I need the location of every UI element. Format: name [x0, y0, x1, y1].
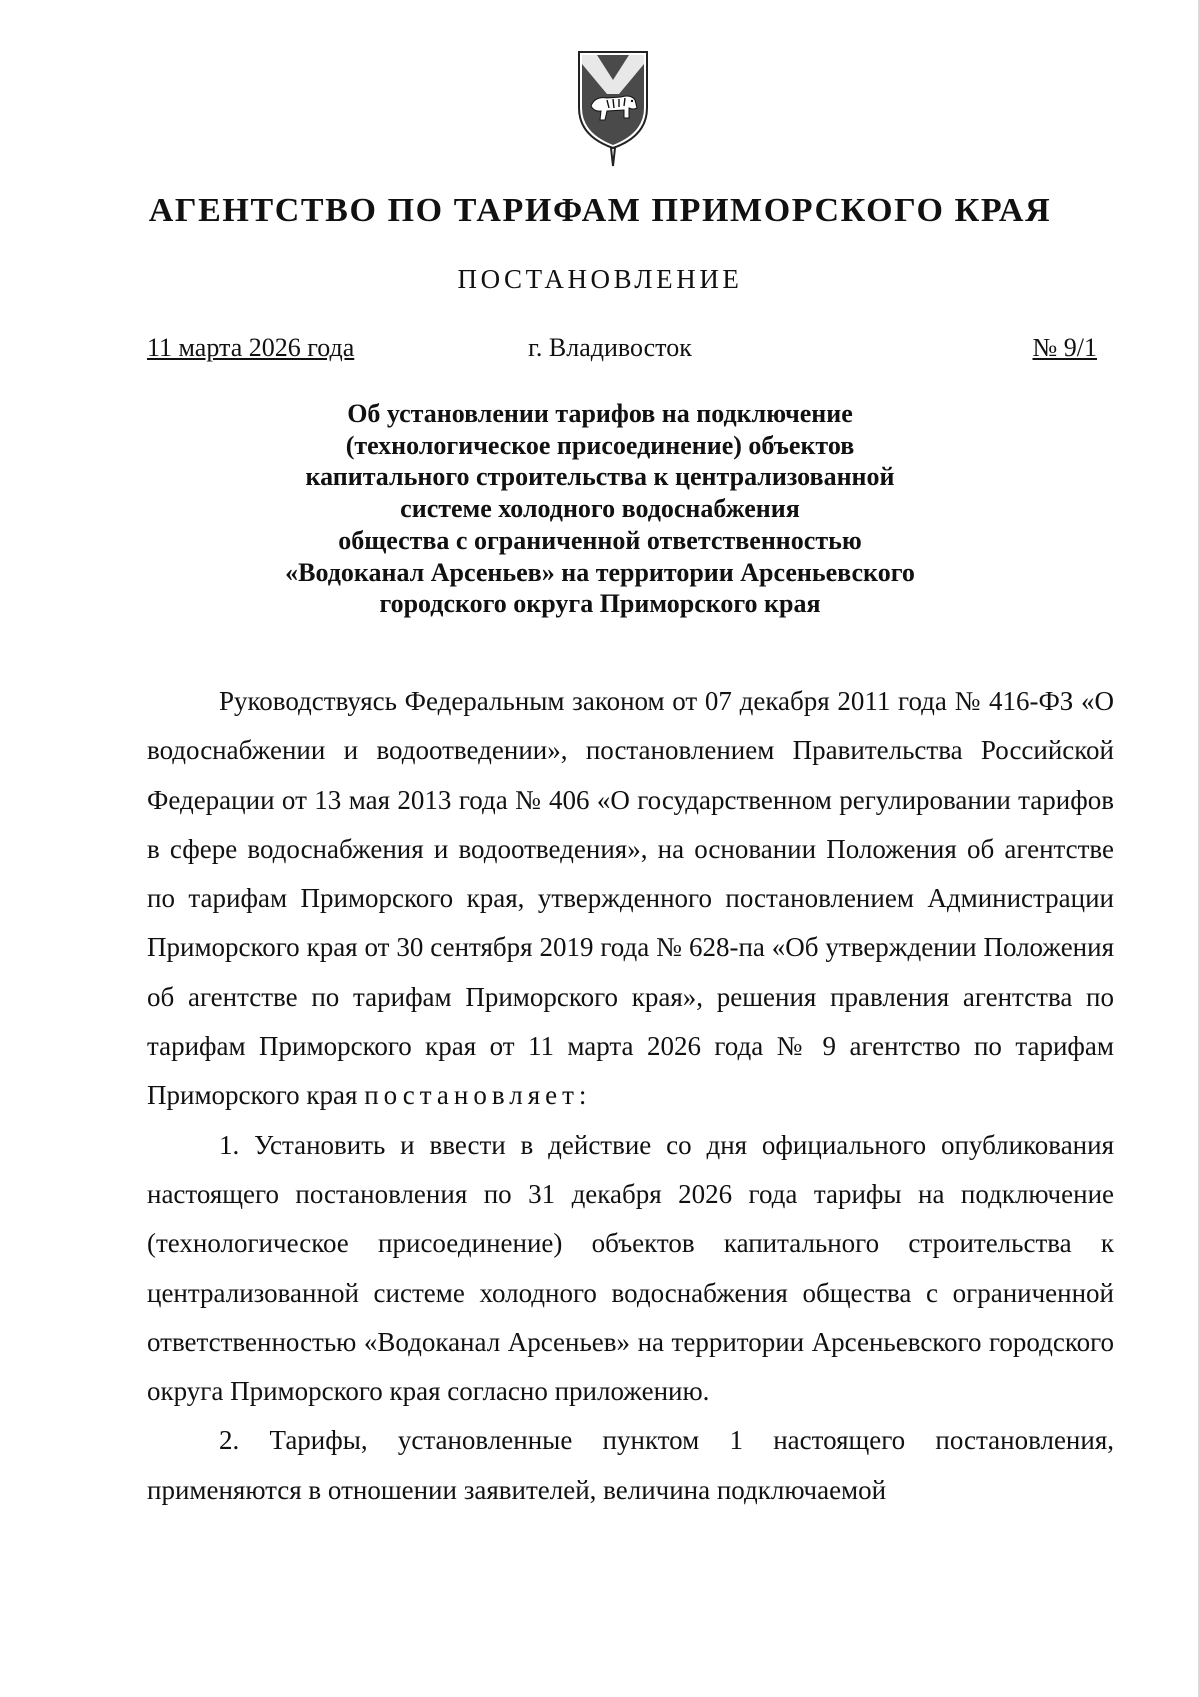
- title-line: городского округа Приморского края: [379, 589, 821, 619]
- resolves-word: постановляет:: [364, 1080, 592, 1111]
- title-line: капитального строительства к централизованной: [305, 462, 895, 492]
- preamble-text: Руководствуясь Федеральным законом от 07 декабря 2011 года № 416-ФЗ «О водоснабжении и водоотведении», постановлением Правительства Российской Федерации от 13 мая 2013 года № 406 «О государственном регулировании тарифов в сфере водоснабжения и водоотведения», на основании Положения об агентстве по тарифам Приморского края, утвержденного постановлением Администрации Приморского края от 30 сентября 2019 года № 628-па «Об утверждении Положения об агентстве по тарифам Приморского края», решения правления агентства по тарифам Приморского края от 11 марта 2026 года № 9 агентство по тарифам Приморского края: [147, 686, 1114, 1111]
- title-line: (технологическое присоединение) объектов: [345, 430, 855, 460]
- document-number: № 9/1: [1032, 333, 1097, 362]
- document-date: 11 марта 2026 года: [147, 333, 355, 362]
- document-city: г. Владивосток: [528, 333, 692, 362]
- item-2-paragraph: 2. Тарифы, установленные пунктом 1 настоящего постановления, применяются в отношении заявителей, величина подключаемой: [147, 1425, 1114, 1505]
- title-line: Об установлении тарифов на подключение: [347, 399, 853, 428]
- title-line: системе холодного водоснабжения: [400, 494, 800, 524]
- document-title: [200, 398, 1000, 620]
- item-1-paragraph: 1. Установить и ввести в действие со дня официального опубликования настоящего постановления по 31 декабря 2026 года тарифы на подключение (технологическое присоединение) объектов капитального строительства к централизованной системе холодного водоснабжения общества с ограниченной ответственностью «Водоканал Арсеньев» на территории Арсеньевского городского округа Приморского края согласно приложению.: [147, 1129, 1114, 1407]
- agency-name: АГЕНТСТВО ПО ТАРИФАМ ПРИМОРСКОГО КРАЯ: [148, 192, 1052, 229]
- title-line: общества с ограниченной ответственностью: [338, 525, 862, 555]
- document-body: [147, 677, 1114, 1515]
- coat-of-arms-icon: [577, 50, 649, 168]
- preamble-paragraph: [147, 677, 1114, 1121]
- document-type: ПОСТАНОВЛЕНИЕ: [457, 264, 743, 294]
- title-line: «Водоканал Арсеньев» на территории Арсеньевского: [285, 557, 915, 587]
